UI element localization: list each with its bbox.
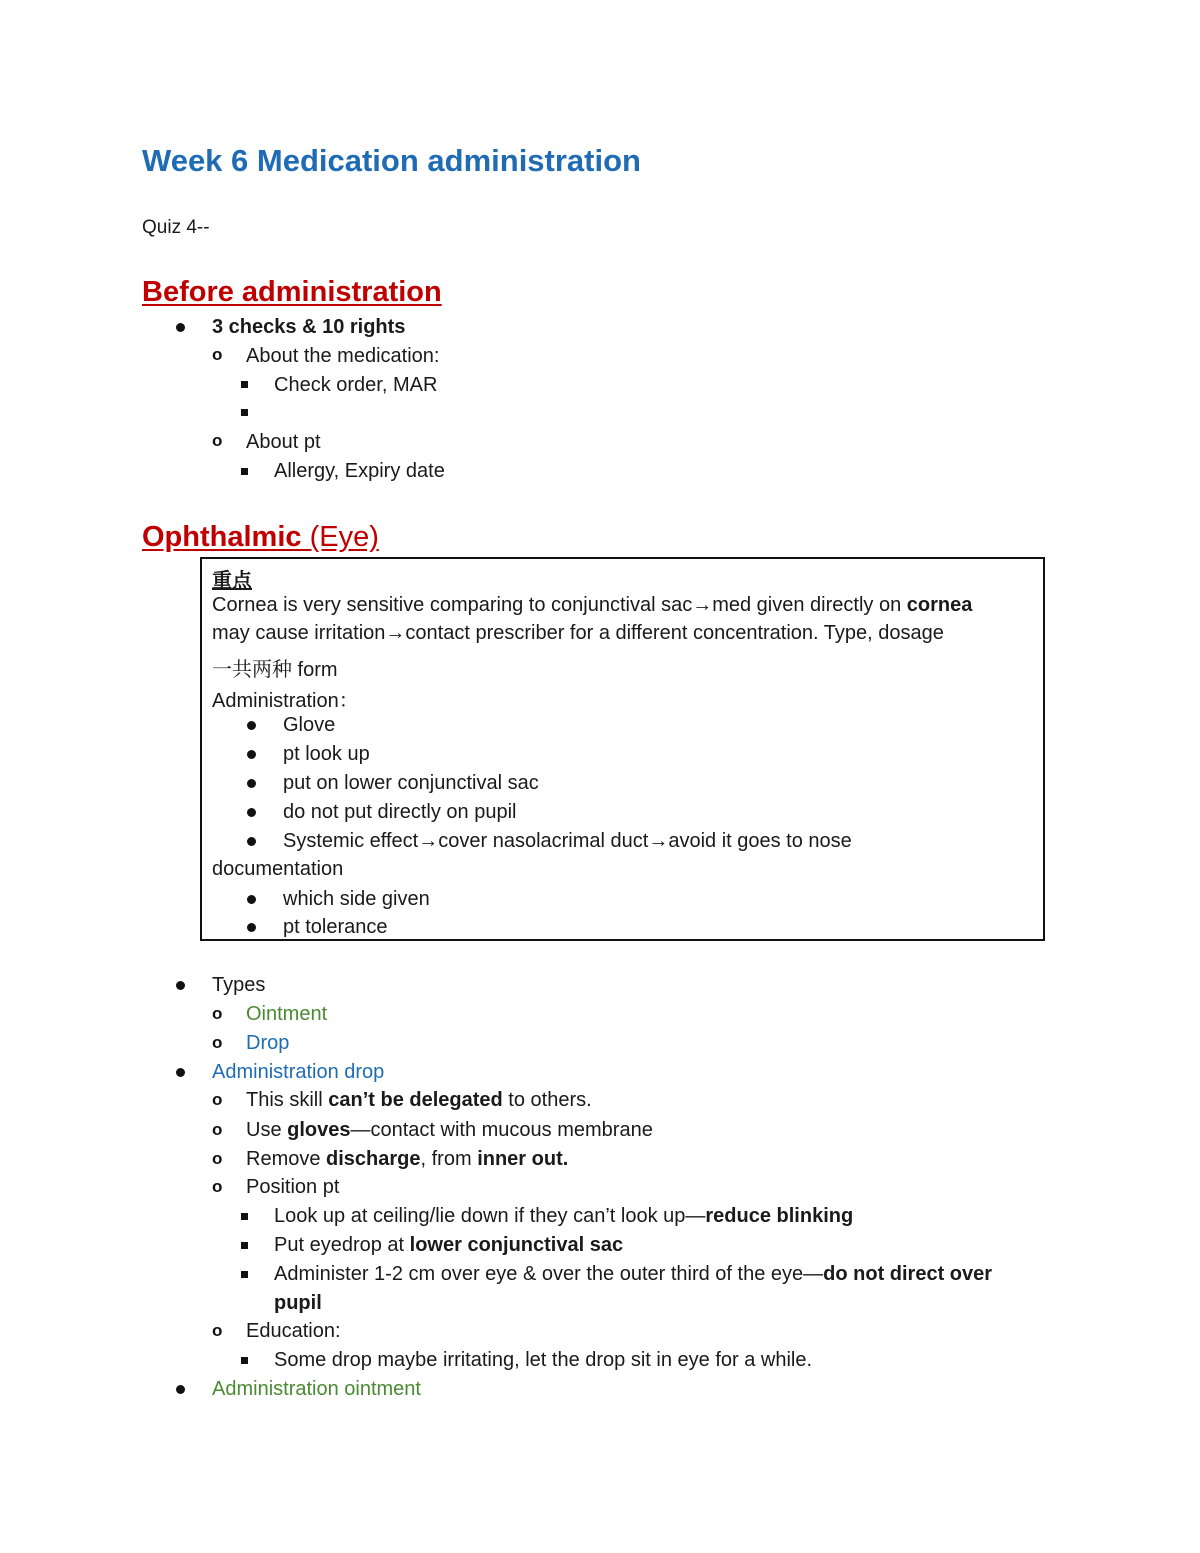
administer-item: Administer 1-2 cm over eye & over the outer third of the eye—do not direct over [274, 1263, 993, 1285]
admin-item: put on lower conjunctival sac [283, 772, 539, 794]
circle-bullet-icon: o [212, 345, 223, 364]
circle-bullet-icon: o [212, 1090, 223, 1109]
ointment-item: Ointment [246, 1003, 328, 1025]
quiz-label: Quiz 4-- [142, 217, 210, 238]
square-bullet-icon [241, 1357, 248, 1364]
put-eyedrop-item: Put eyedrop at lower conjunctival sac [274, 1234, 624, 1256]
circle-bullet-icon: o [212, 1004, 223, 1023]
bullet-dot-icon [176, 981, 185, 990]
bullet-dot-icon [247, 721, 256, 730]
allergy-item: Allergy, Expiry date [274, 460, 445, 482]
doc-item: which side given [283, 888, 430, 910]
arrow-icon: → [418, 830, 439, 852]
documentation-label: documentation [212, 858, 344, 880]
bullet-dot-icon [176, 1385, 185, 1394]
box-line-2: may cause irritation→contact prescriber for a different concentration. Type, dosage [212, 622, 944, 644]
bullet-dot-icon [247, 895, 256, 904]
bullet-dot-icon [247, 837, 256, 846]
admin-item: pt look up [283, 743, 370, 765]
ophthalmic-heading [142, 521, 379, 554]
drop-item: Drop [246, 1032, 290, 1054]
square-bullet-icon [241, 468, 248, 475]
types-item: Types [212, 974, 266, 996]
look-up-item: Look up at ceiling/lie down if they can’t look up—reduce blinking [274, 1205, 854, 1227]
check-order-item: Check order, MAR [274, 374, 438, 396]
about-medication-item: About the medication: [246, 345, 440, 367]
administration-label: Administration： [212, 690, 359, 712]
circle-bullet-icon: o [212, 431, 223, 450]
circle-bullet-icon: o [212, 1177, 223, 1196]
square-bullet-icon [241, 1271, 248, 1278]
administration-drop-item: Administration drop [212, 1061, 385, 1083]
bullet-dot-icon [247, 750, 256, 759]
skill-item: This skill can’t be delegated to others. [246, 1089, 592, 1111]
bullet-dot-icon [176, 323, 185, 332]
page-title: Week 6 Medication administration [142, 143, 641, 178]
gloves-item: Use gloves—contact with mucous membrane [246, 1119, 653, 1141]
remove-item: Remove discharge, from inner out. [246, 1148, 569, 1170]
admin-item: do not put directly on pupil [283, 801, 517, 823]
before-administration-heading: Before administration [142, 276, 442, 308]
arrow-icon: → [385, 622, 406, 644]
arrow-icon: → [692, 594, 713, 616]
ophthalmic-heading-text: Ophthalmic [142, 521, 302, 553]
about-pt-item: About pt [246, 431, 321, 453]
arrow-icon: → [648, 830, 669, 852]
ophthalmic-heading-paren: (Eye) [309, 521, 379, 553]
systemic-item: Systemic effect→cover nasolacrimal duct→avoid it goes to nose [283, 830, 852, 852]
checks-item: 3 checks & 10 rights [212, 316, 406, 338]
circle-bullet-icon: o [212, 1120, 223, 1139]
position-item: Position pt [246, 1176, 340, 1198]
administer-item-cont: pupil [274, 1292, 322, 1314]
square-bullet-icon [241, 1242, 248, 1249]
square-bullet-icon [241, 381, 248, 388]
key-points-label: 重点 [212, 570, 252, 592]
circle-bullet-icon: o [212, 1321, 223, 1340]
administration-ointment-item: Administration ointment [212, 1378, 421, 1400]
admin-item: Glove [283, 714, 336, 736]
circle-bullet-icon: o [212, 1033, 223, 1052]
box-line-3: 一共两种 form [212, 659, 338, 681]
bullet-dot-icon [247, 808, 256, 817]
box-line-1: Cornea is very sensitive comparing to conjunctival sac→med given directly on cornea [212, 594, 973, 616]
some-drop-item: Some drop maybe irritating, let the drop sit in eye for a while. [274, 1349, 813, 1371]
square-bullet-icon [241, 409, 248, 416]
education-item: Education: [246, 1320, 341, 1342]
square-bullet-icon [241, 1213, 248, 1220]
bullet-dot-icon [247, 923, 256, 932]
circle-bullet-icon: o [212, 1149, 223, 1168]
doc-item: pt tolerance [283, 916, 388, 938]
bullet-dot-icon [247, 779, 256, 788]
bullet-dot-icon [176, 1068, 185, 1077]
